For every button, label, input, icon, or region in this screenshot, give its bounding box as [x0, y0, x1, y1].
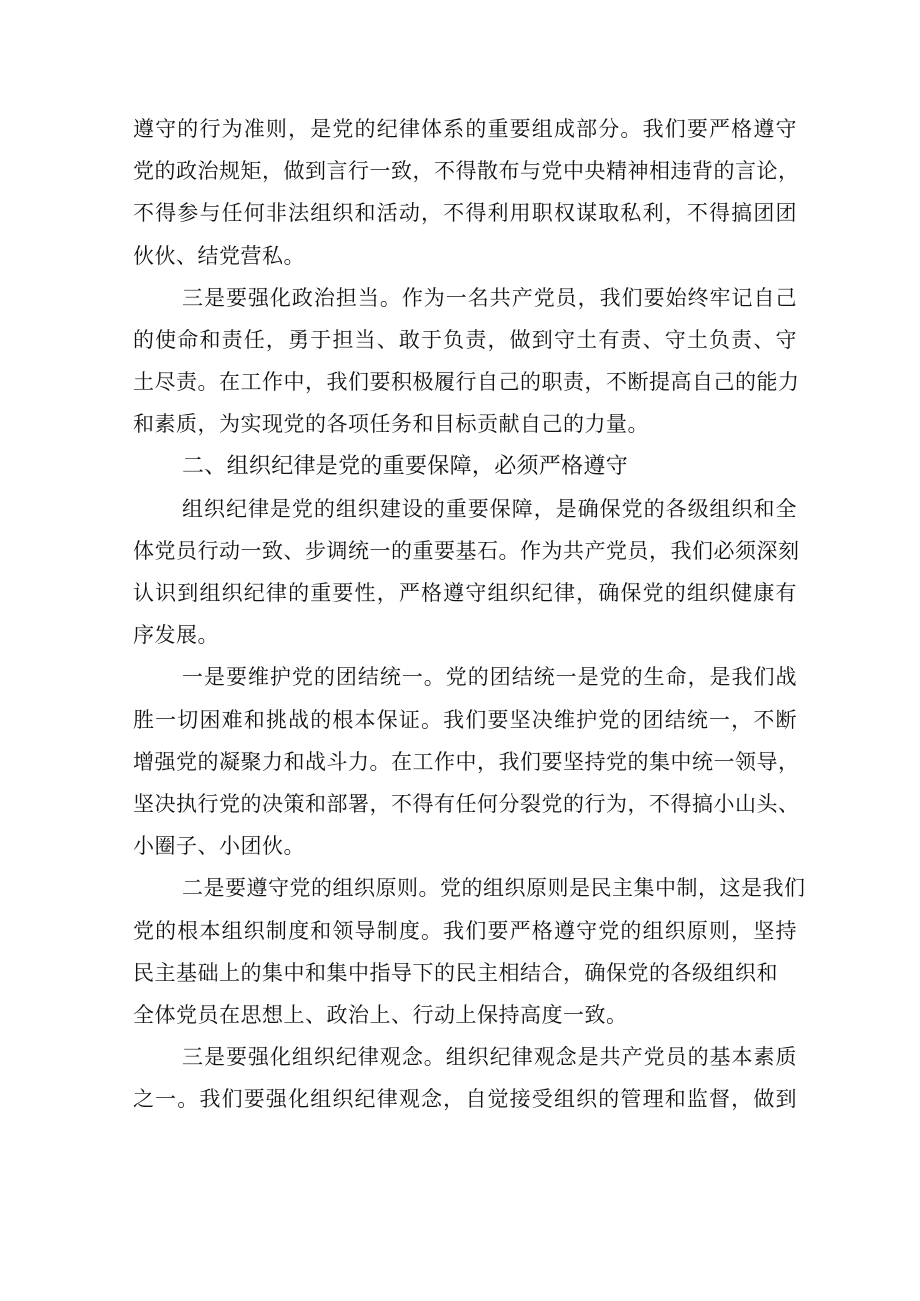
text-line: 二是要遵守党的组织原则。党的组织原则是民主集中制，这是我们 [182, 876, 806, 901]
document-body [133, 108, 806, 1121]
section-heading: 二、组织纪律是党的重要保障，必须严格遵守 [182, 453, 629, 479]
text-line: 全体党员在思想上、政治上、行动上保持高度一致。 [133, 1002, 628, 1027]
text-line: 党的根本组织制度和领导制度。我们要严格遵守党的组织原则，坚持 [133, 918, 797, 943]
text-line: 民主基础上的集中和集中指导下的民主相结合，确保党的各级组织和 [133, 960, 778, 985]
paragraph-discipline-awareness [133, 1036, 797, 1120]
text-line: 认识到组织纪律的重要性，严格遵守组织纪律，确保党的组织健康有 [133, 581, 797, 606]
paragraph-continuation [133, 108, 800, 277]
text-line: 和素质，为实现党的各项任务和目标贡献自己的力量。 [133, 412, 649, 437]
text-line: 体党员行动一致、步调统一的重要基石。作为共产党员，我们必须深刻 [133, 538, 800, 563]
text-line: 小圈子、小团伙。 [133, 834, 305, 859]
text-line: 胜一切困难和挑战的根本保证。我们要坚决维护党的团结统一，不断 [133, 707, 797, 732]
text-line: 不得参与任何非法组织和活动，不得利用职权谋取私利，不得搞团团 [133, 201, 797, 226]
text-line: 土尽责。在工作中，我们要积极履行自己的职责，不断提高自己的能力 [133, 370, 800, 395]
paragraph-political-responsibility [133, 277, 800, 446]
paragraph-organizational-intro [133, 488, 800, 657]
text-line: 遵守的行为准则，是党的纪律体系的重要组成部分。我们要严格遵守 [133, 117, 797, 141]
paragraph-organizational-principles [133, 867, 806, 1036]
text-line: 三是要强化政治担当。作为一名共产党员，我们要始终牢记自己 [182, 285, 797, 310]
text-line: 增强党的凝聚力和战斗力。在工作中，我们要坚持党的集中统一领导， [133, 749, 800, 774]
text-line: 伙伙、结党营私。 [133, 243, 305, 268]
text-line: 的使命和责任，勇于担当、敢于负责，做到守土有责、守土负责、守 [133, 327, 797, 352]
text-line: 三是要强化组织纪律观念。组织纪律观念是共产党员的基本素质 [182, 1045, 797, 1070]
text-line: 之一。我们要强化组织纪律观念，自觉接受组织的管理和监督，做到 [133, 1087, 797, 1112]
text-line: 组织纪律是党的组织建设的重要保障，是确保党的各级组织和全 [182, 496, 797, 521]
text-line: 坚决执行党的决策和部署，不得有任何分裂党的行为，不得搞小山头、 [133, 792, 800, 816]
text-line: 序发展。 [133, 623, 219, 648]
text-line: 党的政治规矩，做到言行一致，不得散布与党中央精神相违背的言论， [133, 159, 800, 184]
text-line: 一是要维护党的团结统一。党的团结统一是党的生命，是我们战 [182, 665, 797, 690]
paragraph-unity [133, 656, 800, 867]
